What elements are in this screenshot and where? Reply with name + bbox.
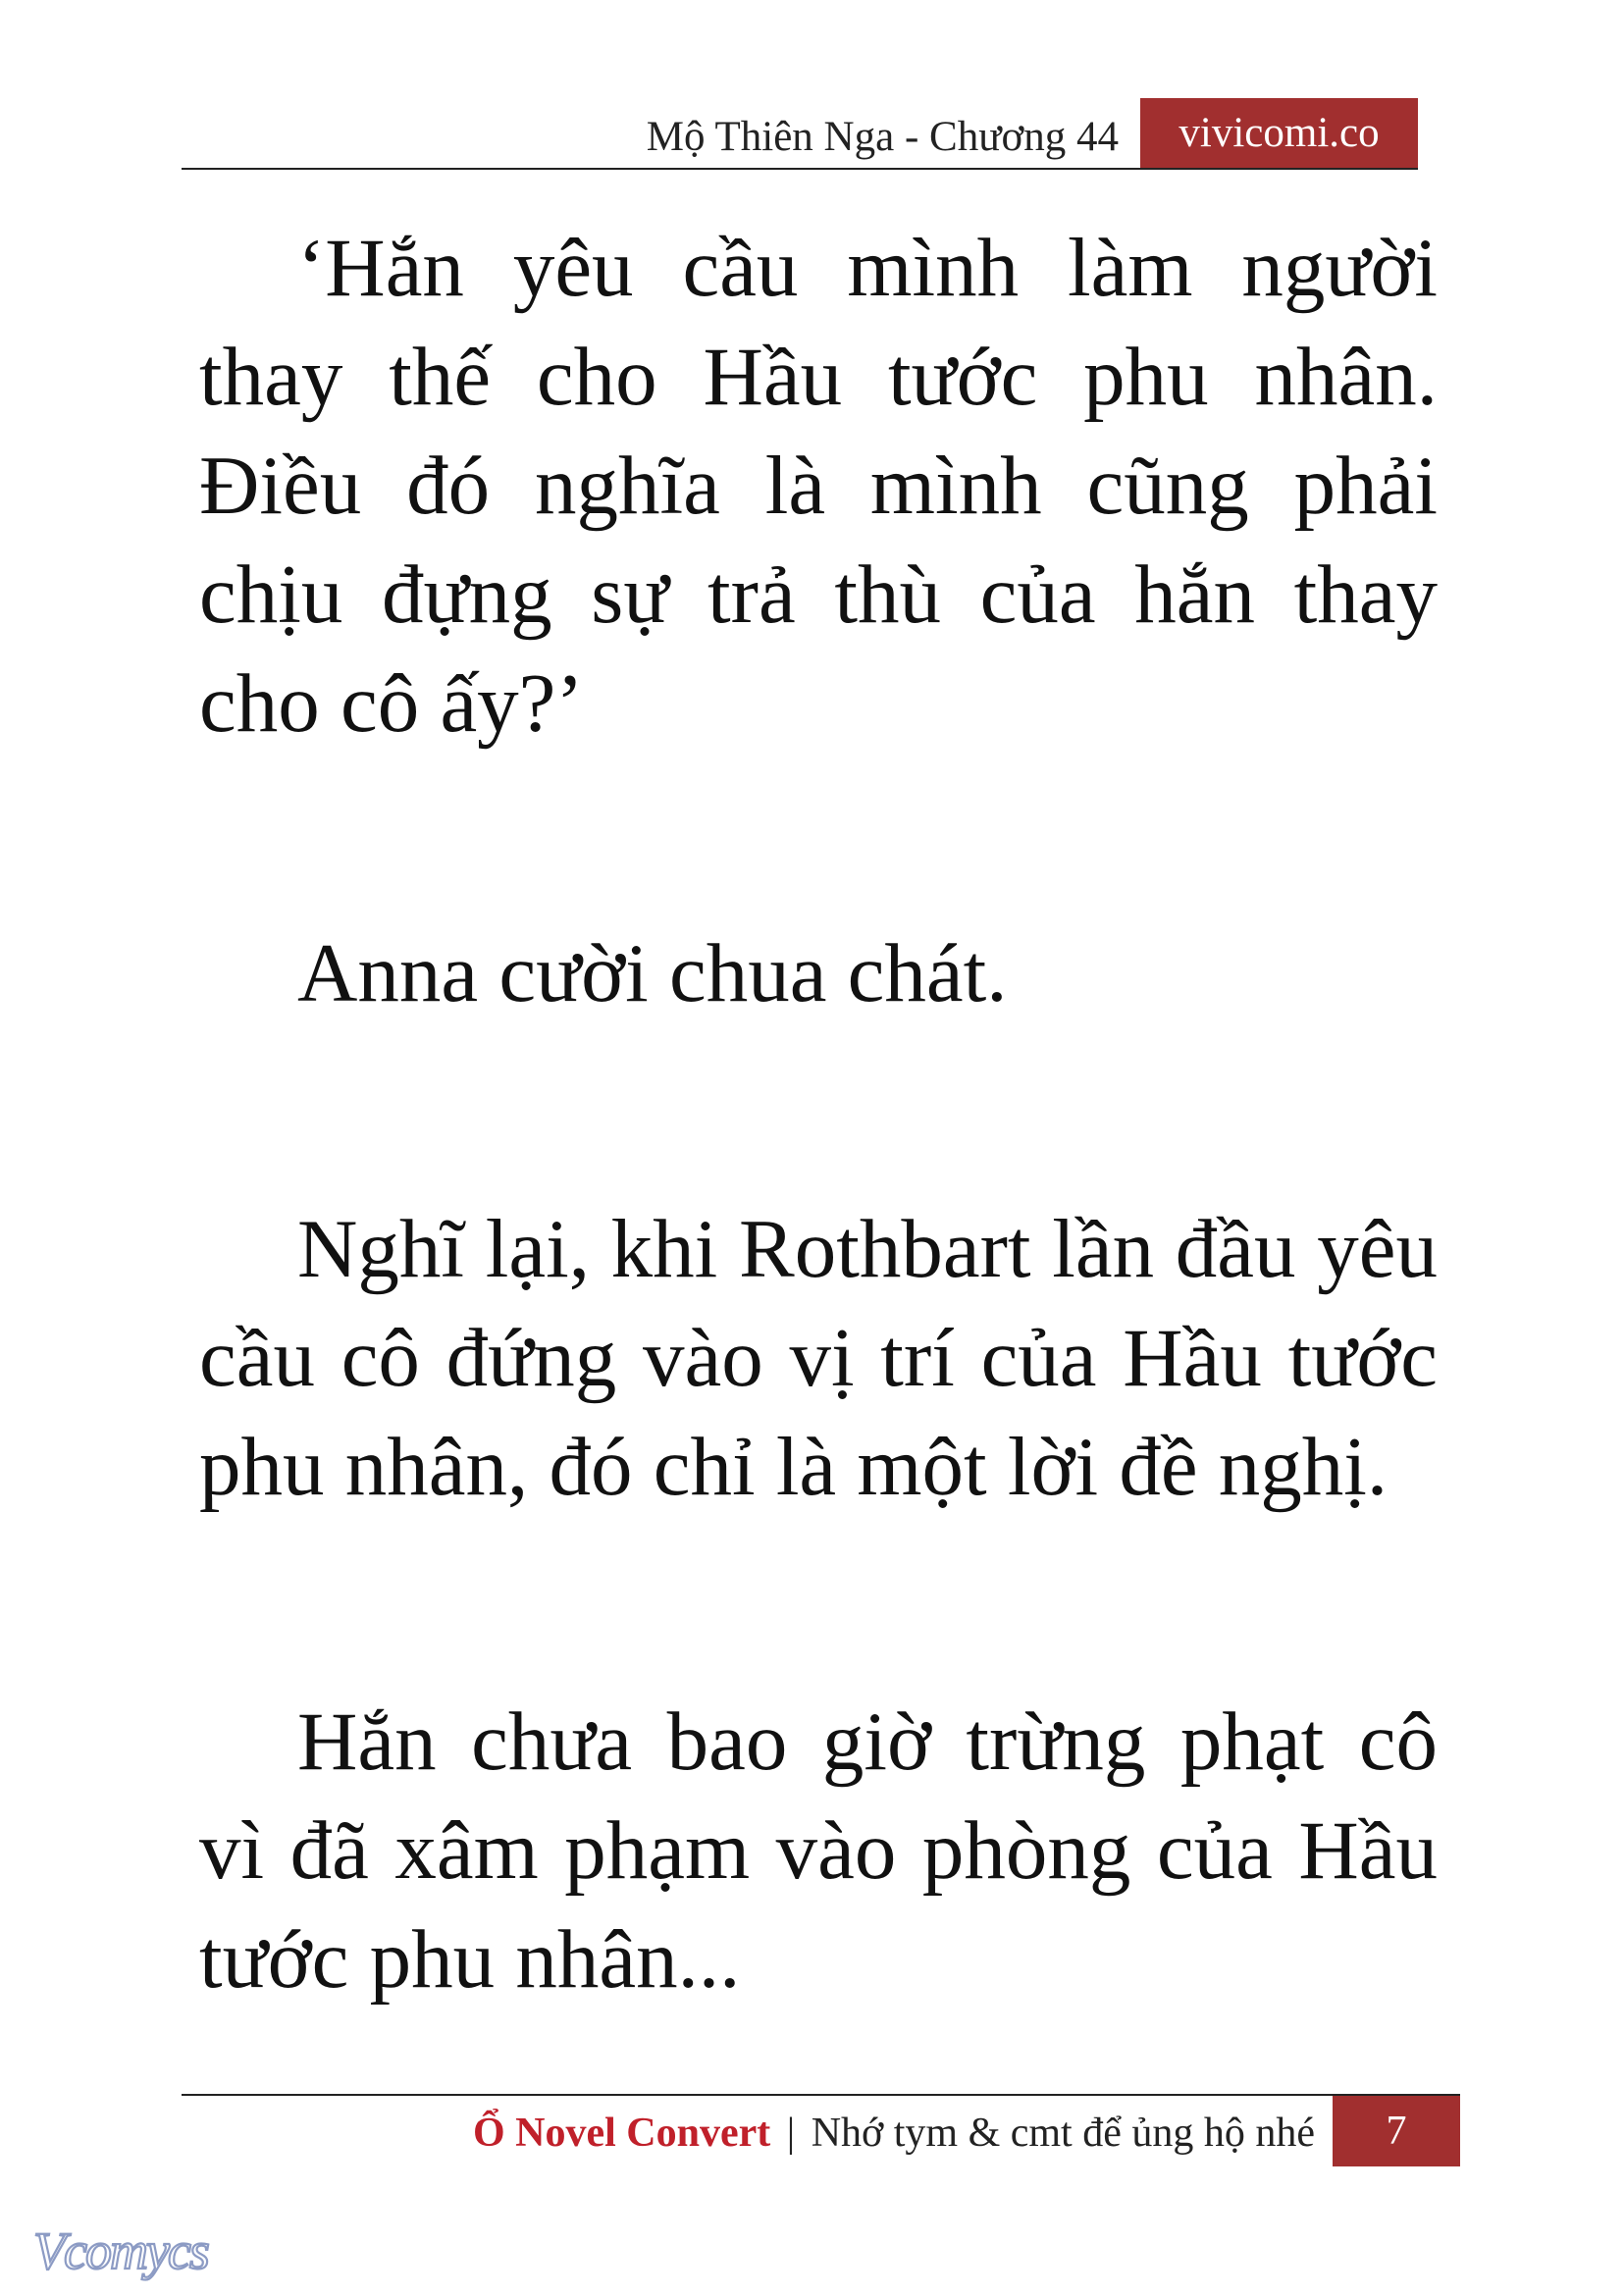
footer-rule <box>182 2094 1460 2096</box>
footer-text <box>473 2104 1315 2163</box>
footer-separator: | <box>786 2111 796 2156</box>
header-rule <box>182 168 1418 170</box>
paragraph-2: Anna cười chua chát. <box>297 927 1008 1019</box>
site-badge: vivicomi.co <box>1140 98 1418 169</box>
page-number: 7 <box>1333 2096 1460 2166</box>
page-header <box>182 98 1418 169</box>
svg-text:Vcomycs: Vcomycs <box>33 2221 208 2280</box>
paragraph-1: ‘Hắn yêu cầu mình làm người thay thế cho Hầu tước phu nhân. Điều đó nghĩa là mình cũng phải chịu đựng sự trả thù của hắn thay cho cô ấy?’ <box>199 222 1438 750</box>
paragraph-4: Hắn chưa bao giờ trừng phạt cô vì đã xâm phạm vào phòng của Hầu tước phu nhân... <box>199 1695 1438 2006</box>
watermark-logo <box>29 2219 255 2288</box>
footer-brand: Ổ Novel Convert <box>472 2111 771 2156</box>
footer-message: Nhớ tym & cmt để ủng hộ nhé <box>811 2111 1315 2156</box>
page-footer <box>182 2094 1460 2166</box>
paragraph-3: Nghĩ lại, khi Rothbart lần đầu yêu cầu cô đứng vào vị trí của Hầu tước phu nhân, đó chỉ là một lời đề nghị. <box>199 1203 1438 1513</box>
chapter-title: Mộ Thiên Nga - Chương 44 <box>646 114 1119 160</box>
